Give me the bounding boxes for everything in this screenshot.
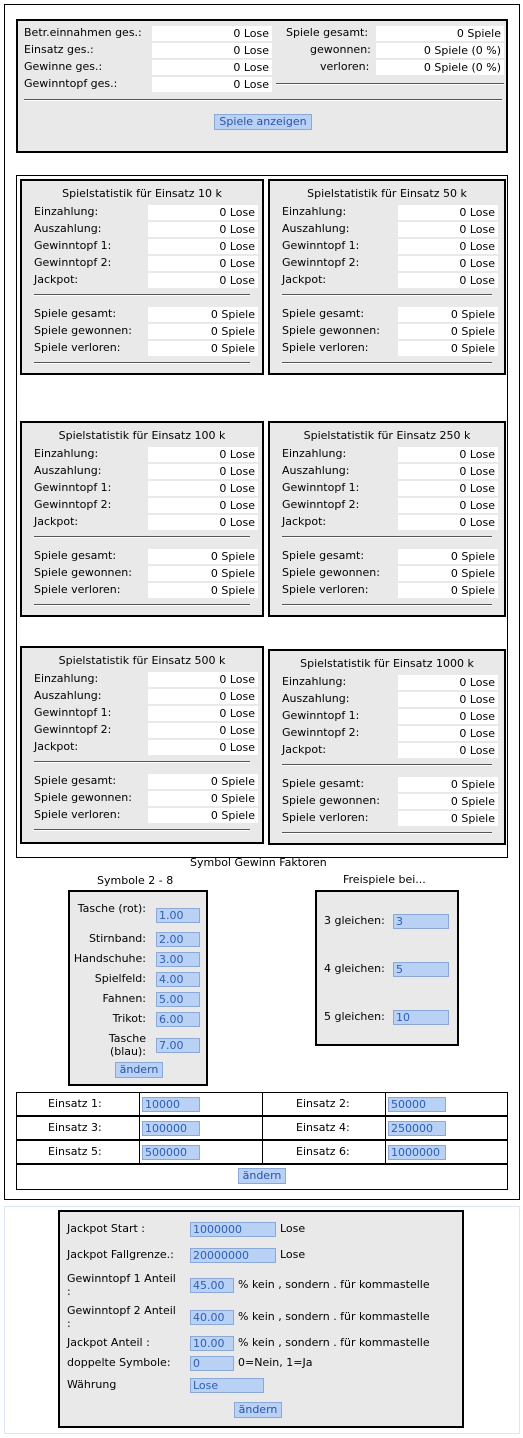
stats-label: Spiele gesamt:	[282, 307, 365, 320]
symbol-label: Handschuhe:	[73, 952, 146, 965]
stats-panel-title: Spielstatistik für Einsatz 100 k	[58, 429, 226, 442]
stats-value: 0 Spiele	[148, 307, 258, 322]
stats-label: Auszahlung:	[282, 692, 350, 705]
stats-value: 0 Lose	[398, 239, 498, 254]
settings-suffix: % kein , sondern . für kommastelle	[238, 1336, 430, 1349]
stats-panel	[20, 179, 264, 375]
stats-panel	[268, 421, 506, 617]
symbol-label: Tasche (rot):	[77, 902, 146, 915]
stats-label: Auszahlung:	[282, 464, 350, 477]
summary-panel	[16, 19, 508, 153]
einsatz-label: Einsatz 2:	[296, 1097, 350, 1110]
symbol-label: Spielfeld:	[94, 972, 146, 985]
settings-label: Währung	[67, 1378, 117, 1391]
stats-label: Spiele verloren:	[282, 583, 369, 596]
divider	[282, 764, 492, 766]
stats-value: 0 Lose	[398, 481, 498, 496]
stats-value: 0 Lose	[398, 273, 498, 288]
symbol-label: Tasche (blau):	[108, 1032, 146, 1058]
freispiele-label: 3 gleichen:	[324, 914, 385, 927]
stats-value: 0 Lose	[148, 256, 258, 271]
divider	[282, 604, 492, 606]
stats-label: Gewinntopf 2:	[34, 256, 112, 269]
symbol-label: Fahnen:	[102, 992, 146, 1005]
stats-label: Jackpot:	[34, 740, 79, 753]
stats-value: 0 Lose	[148, 740, 258, 755]
stats-value: 0 Spiele	[398, 794, 498, 809]
einsatz-input[interactable]: 100000	[142, 1121, 200, 1136]
stats-value: 0 Lose	[148, 481, 258, 496]
settings-suffix: % kein , sondern . für kommastelle	[238, 1310, 430, 1323]
stats-label: Einzahlung:	[34, 672, 99, 685]
stats-value: 0 Lose	[148, 515, 258, 530]
freispiele-panel	[315, 890, 459, 1046]
stats-label: Spiele gewonnen:	[282, 566, 380, 579]
show-games-button[interactable]: Spiele anzeigen	[214, 114, 312, 130]
stats-label: Jackpot:	[34, 273, 79, 286]
summary-value: 0 Spiele	[376, 26, 504, 41]
stats-label: Gewinntopf 2:	[282, 256, 360, 269]
stats-value: 0 Lose	[148, 205, 258, 220]
stats-label: Einzahlung:	[34, 447, 99, 460]
symbol-factor-input[interactable]: 6.00	[156, 1012, 200, 1027]
stats-panel	[268, 179, 506, 375]
stats-label: Spiele gesamt:	[282, 549, 365, 562]
summary-value: 0 Spiele (0 %)	[376, 43, 504, 58]
divider	[34, 536, 250, 538]
divider	[34, 604, 250, 606]
divider	[282, 832, 492, 834]
stats-value: 0 Lose	[398, 498, 498, 513]
einsatz-label: Einsatz 4:	[296, 1121, 350, 1134]
stats-value: 0 Lose	[148, 447, 258, 462]
stats-value: 0 Spiele	[398, 324, 498, 339]
summary-label: Gewinntopf ges.:	[24, 77, 118, 90]
stats-value: 0 Spiele	[398, 549, 498, 564]
stats-value: 0 Lose	[398, 709, 498, 724]
stats-value: 0 Spiele	[398, 341, 498, 356]
stats-value: 0 Spiele	[398, 811, 498, 826]
stats-label: Gewinntopf 2:	[282, 726, 360, 739]
summary-value: 0 Lose	[152, 60, 272, 75]
symbols-change-button[interactable]: ändern	[115, 1062, 163, 1078]
settings-label: Gewinntopf 2 Anteil :	[67, 1304, 176, 1330]
stats-value: 0 Lose	[148, 222, 258, 237]
factors-title: Symbol Gewinn Faktoren	[190, 856, 327, 869]
stats-value: 0 Spiele	[398, 307, 498, 322]
stats-label: Spiele gewonnen:	[34, 324, 132, 337]
freispiele-label: 4 gleichen:	[324, 962, 385, 975]
summary-value: 0 Lose	[152, 43, 272, 58]
stats-label: Spiele verloren:	[34, 808, 121, 821]
summary-label: Gewinne ges.:	[24, 60, 103, 73]
stats-label: Spiele verloren:	[282, 341, 369, 354]
settings-panel	[58, 1210, 464, 1428]
divider	[34, 829, 250, 831]
stats-label: Gewinntopf 1:	[282, 481, 360, 494]
summary-value: 0 Lose	[152, 77, 272, 92]
stats-value: 0 Spiele	[148, 583, 258, 598]
stats-label: Auszahlung:	[282, 222, 350, 235]
einsatz-label: Einsatz 6:	[296, 1145, 350, 1158]
stats-label: Jackpot:	[282, 273, 327, 286]
stats-value: 0 Lose	[148, 689, 258, 704]
symbols-panel	[68, 890, 208, 1086]
stats-label: Auszahlung:	[34, 464, 102, 477]
freispiele-input[interactable]: 5	[393, 962, 449, 977]
stats-value: 0 Lose	[398, 222, 498, 237]
summary-label: Einsatz ges.:	[24, 43, 94, 56]
stats-value: 0 Lose	[398, 464, 498, 479]
einsatz-input[interactable]: 10000	[142, 1097, 200, 1112]
symbol-factor-input[interactable]: 1.00	[156, 908, 200, 923]
stats-value: 0 Lose	[398, 726, 498, 741]
stats-label: Auszahlung:	[34, 689, 102, 702]
einsatz-label: Einsatz 5:	[48, 1145, 102, 1158]
symbol-factor-input[interactable]: 2.00	[156, 932, 200, 947]
settings-input[interactable]: 0	[190, 1356, 234, 1371]
stats-panel-title: Spielstatistik für Einsatz 250 k	[303, 429, 471, 442]
stats-value: 0 Spiele	[398, 583, 498, 598]
stats-value: 0 Lose	[148, 464, 258, 479]
stats-label: Auszahlung:	[34, 222, 102, 235]
settings-change-button[interactable]: ändern	[234, 1402, 282, 1418]
divider	[34, 761, 250, 763]
settings-input[interactable]: 45.00	[190, 1278, 234, 1293]
stats-label: Einzahlung:	[34, 205, 99, 218]
stats-value: 0 Spiele	[148, 549, 258, 564]
settings-label: Jackpot Anteil :	[67, 1336, 150, 1349]
settings-label: Jackpot Fallgrenze.:	[67, 1248, 174, 1261]
settings-input[interactable]: Lose	[190, 1378, 264, 1393]
stats-label: Spiele gesamt:	[34, 774, 117, 787]
stats-label: Jackpot:	[282, 743, 327, 756]
stats-label: Gewinntopf 2:	[282, 498, 360, 511]
summary-value: 0 Lose	[152, 26, 272, 41]
stats-panel-title: Spielstatistik für Einsatz 50 k	[307, 187, 467, 200]
stats-value: 0 Lose	[148, 706, 258, 721]
divider	[282, 536, 492, 538]
stats-label: Gewinntopf 1:	[282, 709, 360, 722]
stats-label: Spiele gesamt:	[34, 307, 117, 320]
stats-value: 0 Spiele	[398, 566, 498, 581]
stats-label: Gewinntopf 1:	[34, 706, 112, 719]
stats-value: 0 Lose	[148, 723, 258, 738]
symbol-label: Stirnband:	[88, 932, 146, 945]
summary-label: Betr.einnahmen ges.:	[24, 26, 142, 39]
symbol-factor-input[interactable]: 4.00	[156, 972, 200, 987]
stats-value: 0 Lose	[398, 205, 498, 220]
stats-label: Spiele gewonnen:	[282, 794, 380, 807]
stats-label: Spiele verloren:	[34, 583, 121, 596]
stats-value: 0 Spiele	[148, 324, 258, 339]
stats-label: Jackpot:	[34, 515, 79, 528]
stats-label: Einzahlung:	[282, 205, 347, 218]
divider	[34, 362, 250, 364]
einsatz-label: Einsatz 1:	[48, 1097, 102, 1110]
stats-panel-title: Spielstatistik für Einsatz 1000 k	[300, 657, 474, 670]
symbol-factor-input[interactable]: 5.00	[156, 992, 200, 1007]
stats-label: Gewinntopf 1:	[34, 239, 112, 252]
stats-value: 0 Spiele	[148, 566, 258, 581]
stats-label: Spiele gesamt:	[34, 549, 117, 562]
einsatz-change-button[interactable]: ändern	[238, 1168, 286, 1184]
stats-value: 0 Lose	[148, 672, 258, 687]
einsatz-label: Einsatz 3:	[48, 1121, 102, 1134]
stats-value: 0 Spiele	[148, 791, 258, 806]
settings-label: Jackpot Start :	[67, 1222, 145, 1235]
stats-label: Spiele gesamt:	[282, 777, 365, 790]
stats-label: Spiele gewonnen:	[34, 566, 132, 579]
divider	[34, 294, 250, 296]
stats-value: 0 Lose	[398, 256, 498, 271]
stats-label: Jackpot:	[282, 515, 327, 528]
stats-panel-title: Spielstatistik für Einsatz 500 k	[58, 654, 226, 667]
stats-value: 0 Spiele	[148, 808, 258, 823]
stats-label: Gewinntopf 2:	[34, 498, 112, 511]
stats-label: Gewinntopf 2:	[34, 723, 112, 736]
einsatz-input[interactable]: 1000000	[388, 1145, 446, 1160]
symbol-factor-input[interactable]: 3.00	[156, 952, 200, 967]
stats-label: Einzahlung:	[282, 675, 347, 688]
divider	[276, 83, 504, 85]
einsatz-input[interactable]: 50000	[388, 1097, 446, 1112]
einsatz-input[interactable]: 500000	[142, 1145, 200, 1160]
stats-value: 0 Spiele	[148, 341, 258, 356]
stats-value: 0 Lose	[398, 515, 498, 530]
settings-label: doppelte Symbole:	[67, 1356, 171, 1369]
summary-label: gewonnen:	[310, 43, 371, 56]
settings-input[interactable]: 1000000	[190, 1222, 276, 1237]
stats-label: Gewinntopf 1:	[34, 481, 112, 494]
divider	[282, 294, 492, 296]
freispiele-input[interactable]: 10	[393, 1010, 449, 1025]
settings-suffix: Lose	[280, 1222, 306, 1235]
settings-suffix: % kein , sondern . für kommastelle	[238, 1278, 430, 1291]
stats-value: 0 Lose	[148, 498, 258, 513]
settings-suffix: 0=Nein, 1=Ja	[238, 1356, 313, 1369]
summary-value: 0 Spiele (0 %)	[376, 60, 504, 75]
einsatz-input[interactable]: 250000	[388, 1121, 446, 1136]
stats-label: Spiele verloren:	[34, 341, 121, 354]
stats-label: Spiele gewonnen:	[282, 324, 380, 337]
summary-label: Spiele gesamt:	[286, 26, 369, 39]
symbols-title: Symbole 2 - 8	[97, 874, 174, 887]
stats-label: Einzahlung:	[282, 447, 347, 460]
stats-label: Gewinntopf 1:	[282, 239, 360, 252]
settings-suffix: Lose	[280, 1248, 306, 1261]
stats-value: 0 Lose	[398, 692, 498, 707]
stats-value: 0 Spiele	[398, 777, 498, 792]
settings-input[interactable]: 20000000	[190, 1248, 276, 1263]
stats-value: 0 Lose	[398, 743, 498, 758]
stats-value: 0 Lose	[148, 273, 258, 288]
stats-value: 0 Lose	[148, 239, 258, 254]
divider	[24, 99, 502, 101]
stats-value: 0 Lose	[398, 675, 498, 690]
symbol-factor-input[interactable]: 7.00	[156, 1038, 200, 1053]
stats-label: Spiele verloren:	[282, 811, 369, 824]
stats-panel	[268, 649, 506, 845]
settings-input[interactable]: 10.00	[190, 1336, 234, 1351]
stats-panel	[20, 421, 264, 617]
freispiele-input[interactable]: 3	[393, 914, 449, 929]
settings-label: Gewinntopf 1 Anteil :	[67, 1272, 176, 1298]
summary-label: verloren:	[320, 60, 370, 73]
symbol-label: Trikot:	[112, 1012, 146, 1025]
stats-value: 0 Spiele	[148, 774, 258, 789]
divider	[282, 362, 492, 364]
stats-panel-title: Spielstatistik für Einsatz 10 k	[62, 187, 222, 200]
stats-value: 0 Lose	[398, 447, 498, 462]
stats-label: Spiele gewonnen:	[34, 791, 132, 804]
freispiele-title: Freispiele bei...	[343, 873, 426, 886]
stats-panel	[20, 646, 264, 844]
settings-input[interactable]: 40.00	[190, 1310, 234, 1325]
freispiele-label: 5 gleichen:	[324, 1010, 385, 1023]
